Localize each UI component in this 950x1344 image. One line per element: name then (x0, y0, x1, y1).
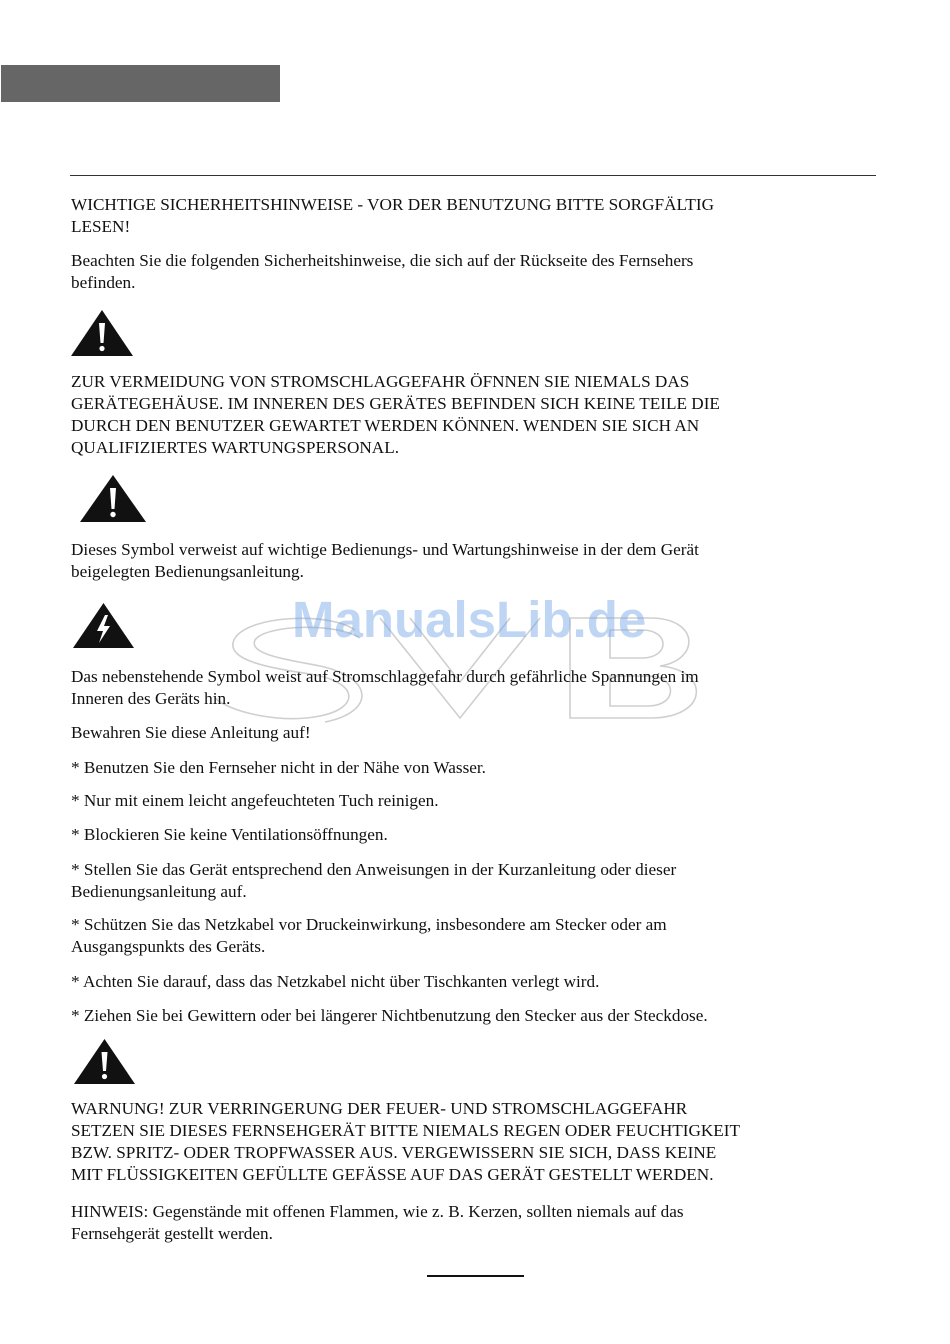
instruction-item: * Nur mit einem leicht angefeuchteten Tuch reinigen. (71, 791, 439, 810)
exclamation-triangle-icon (70, 309, 134, 357)
symbol-note-paragraph: Dieses Symbol verweist auf wichtige Bedienungs- und Wartungshinweise in der dem Gerät beigelegten Bedienungsanleitung. (71, 540, 699, 581)
shock-note-paragraph: Das nebenstehende Symbol weist auf Stromschlaggefahr durch gefährliche Spannungen im Inneren des Geräts hin. (71, 667, 699, 708)
header-bar (1, 65, 280, 102)
exclamation-triangle-icon (79, 474, 147, 523)
instruction-item: * Achten Sie darauf, dass das Netzkabel nicht über Tischkanten verlegt wird. (71, 972, 600, 991)
footer-divider (427, 1275, 524, 1277)
warning-paragraph-1: ZUR VERMEIDUNG VON STROMSCHLAGGEFAHR ÖFNNEN SIE NIEMALS DAS GERÄTEGEHÄUSE. IM INNEREN DES GERÄTES BEFINDEN SICH KEINE TEILE DIE DURCH DEN BENUTZER GEWARTET WERDEN KÖNNEN. WENDEN SIE SICH AN QUALIFIZIERTES WARTUNGSPERSONAL. (71, 372, 720, 457)
intro-paragraph: Beachten Sie die folgenden Sicherheitshinweise, die sich auf der Rückseite des Fernsehers befinden. (71, 251, 694, 292)
keep-manual-line: Bewahren Sie diese Anleitung auf! (71, 723, 311, 742)
instruction-item: * Benutzen Sie den Fernseher nicht in der Nähe von Wasser. (71, 758, 486, 777)
warning-paragraph-2: WARNUNG! ZUR VERRINGERUNG DER FEUER- UND STROMSCHLAGGEFAHR SETZEN SIE DIESES FERNSEHGERÄT BITTE NIEMALS REGEN ODER FEUCHTIGKEIT BZW. SPRITZ- ODER TROPFWASSER AUS. VERGEWISSERN SIE SICH, DASS KEINE MIT FLÜSSIGKEITEN GEFÜLLTE GEFÄSSE AUF DAS GERÄT GESTELLT WERDEN. (71, 1099, 741, 1184)
lightning-triangle-icon (72, 602, 135, 649)
top-divider (70, 175, 876, 176)
instruction-item: * Ziehen Sie bei Gewittern oder bei längerer Nichtbenutzung den Stecker aus der Steckdose. (71, 1006, 708, 1025)
exclamation-triangle-icon (73, 1038, 136, 1085)
safety-heading: WICHTIGE SICHERHEITSHINWEISE - VOR DER BENUTZUNG BITTE SORGFÄLTIG LESEN! (71, 195, 715, 236)
instruction-item: * Blockieren Sie keine Ventilationsöffnungen. (71, 825, 388, 844)
manualslib-watermark: ManualsLib.de (292, 591, 647, 648)
instruction-item: * Stellen Sie das Gerät entsprechend den Anweisungen in der Kurzanleitung oder dieser Bedienungsanleitung auf. (71, 860, 677, 901)
instruction-item: * Schützen Sie das Netzkabel vor Druckeinwirkung, insbesondere am Stecker oder am Ausgangspunkts des Geräts. (71, 915, 667, 956)
hinweis-paragraph: HINWEIS: Gegenstände mit offenen Flammen, wie z. B. Kerzen, sollten niemals auf das Fernsehgerät gestellt werden. (71, 1202, 684, 1243)
